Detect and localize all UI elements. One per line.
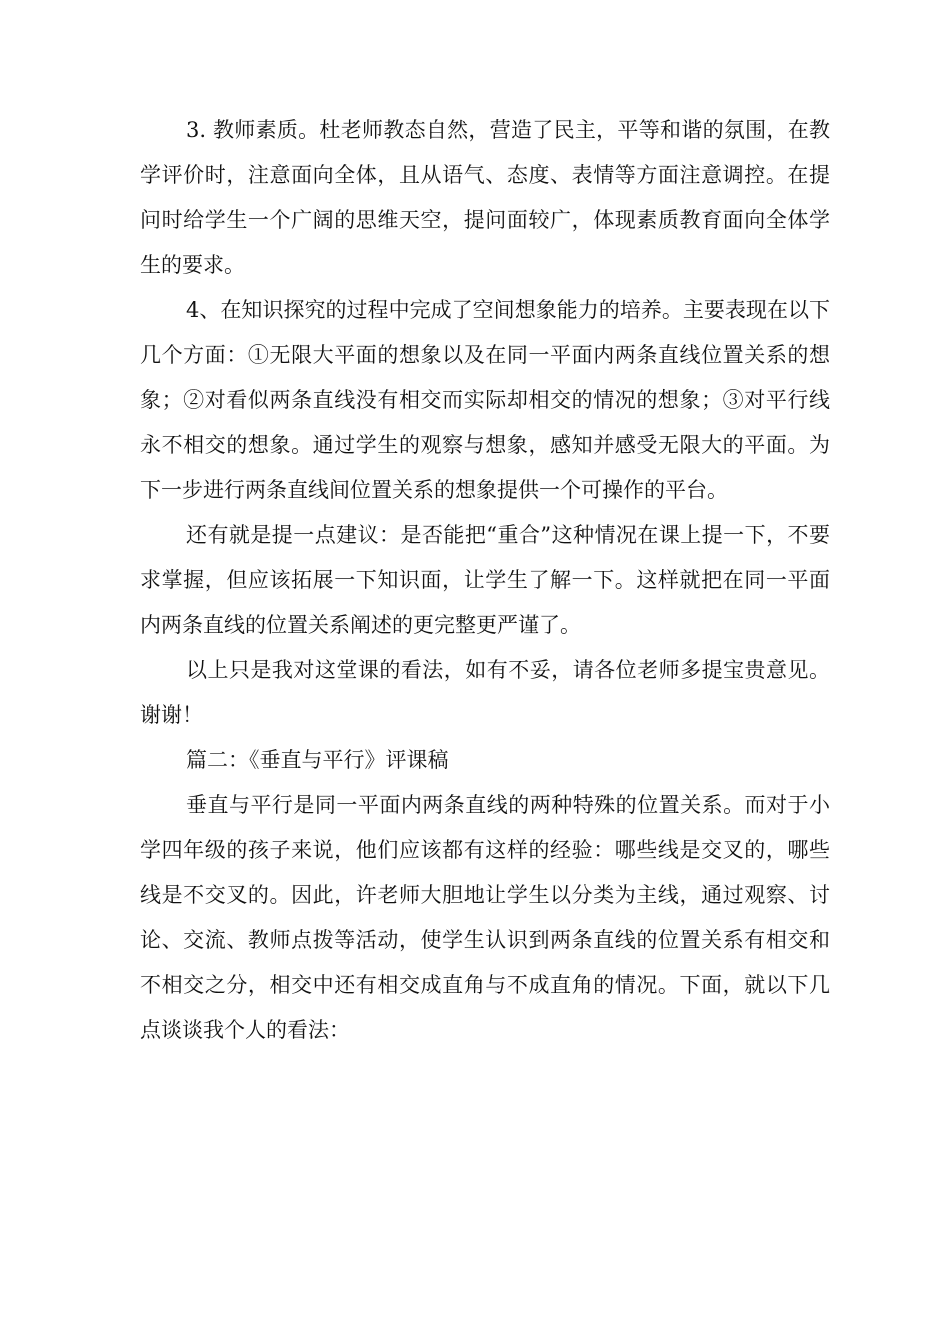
paragraph-intro-part-two: 垂直与平行是同一平面内两条直线的两种特殊的位置关系。而对于小学四年级的孩子来说，他们应该都有这样的经验：哪些线是交叉的，哪些线是不交叉的。因此，许老师大胆地让学生以分类为主线，通过观察、讨论、交流、教师点拨等活动，使学生认识到两条直线的位置关系有相交和不相交之分，相交中还有相交成直角与不成直角的情况。下面，就以下几点谈谈我个人的看法：	[140, 793, 830, 1042]
section-heading: 篇二：《垂直与平行》评课稿	[186, 748, 449, 772]
paragraph-teacher-quality: 3. 教师素质。杜老师教态自然，营造了民主，平等和谐的氛围，在教学评价时，注意面向全体，且从语气、态度、表情等方面注意调控。在提问时给学生一个广阔的思维天空，提问面较广，体现素质教育面向全体学生的要求。	[140, 118, 830, 277]
paragraph-closing: 以上只是我对这堂课的看法，如有不妥，请各位老师多提宝贵意见。谢谢！	[140, 658, 830, 727]
paragraph-spatial-imagination: 4、在知识探究的过程中完成了空间想象能力的培养。主要表现在以下几个方面：①无限大平面的想象以及在同一平面内两条直线位置关系的想象；②对看似两条直线没有相交而实际却相交的情况的想象；③对平行线永不相交的想象。通过学生的观察与想象，感知并感受无限大的平面。为下一步进行两条直线间位置关系的想象提供一个可操作的平台。	[140, 298, 830, 502]
document-body	[140, 108, 830, 1053]
paragraph-suggestion: 还有就是提一点建议：是否能把“重合”这种情况在课上提一下，不要求掌握，但应该拓展一下知识面，让学生了解一下。这样就把在同一平面内两条直线的位置关系阐述的更完整更严谨了。	[140, 523, 830, 637]
